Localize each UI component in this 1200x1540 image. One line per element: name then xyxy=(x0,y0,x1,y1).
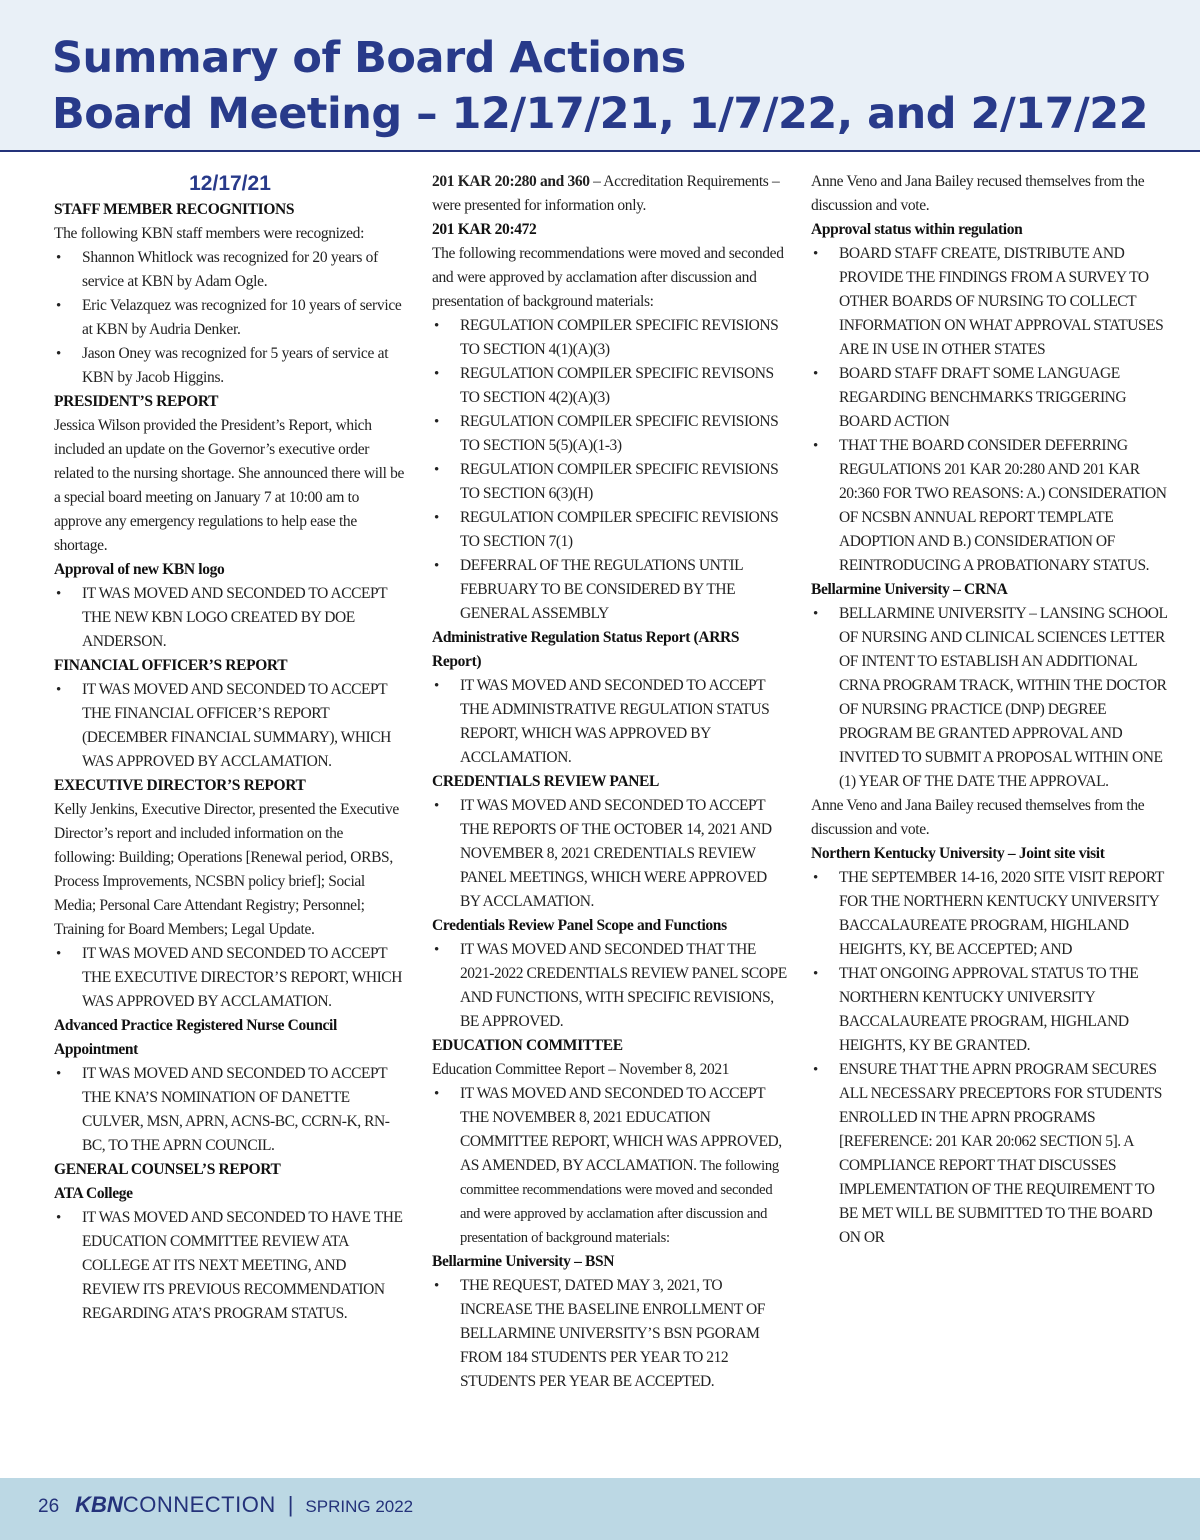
credentials-review-list xyxy=(432,794,788,914)
list-item: • IT WAS MOVED AND SECONDED TO ACCEPT THE FINANCIAL OFFICER’S REPORT (DECEMBER FINANCIAL SUMMARY), WHICH WAS APPROVED BY ACCLAMATION. xyxy=(54,678,406,774)
bellarmine-crna-list xyxy=(811,602,1169,794)
staff-recognitions-heading: STAFF MEMBER RECOGNITIONS xyxy=(54,201,295,218)
column-3 xyxy=(811,170,1169,1250)
list-item xyxy=(432,1082,788,1250)
bellarmine-bsn-heading: Bellarmine University – BSN xyxy=(432,1253,615,1270)
brand-connection: CONNECTION xyxy=(122,1492,276,1517)
list-item: • REGULATION COMPILER SPECIFIC REVISIONS TO SECTION 5(5)(A)(1-3) xyxy=(432,410,788,458)
list-item: • IT WAS MOVED AND SECONDED TO ACCEPT THE KNA’S NOMINATION OF DANETTE CULVER, MSN, APRN, ACNS-BC, CCRN-K, RN-BC, TO THE APRN COUNCIL. xyxy=(54,1062,406,1158)
ata-college-heading: ATA College xyxy=(54,1185,133,1202)
kar-472-intro: The following recommendations were moved and seconded and were approved by acclamation after discussion and presentation of background materials: xyxy=(432,245,784,310)
title-line-1: Summary of Board Actions xyxy=(52,33,686,83)
list-item: • REGULATION COMPILER SPECIFIC REVISIONS TO SECTION 4(1)(A)(3) xyxy=(432,314,788,362)
aprn-council-heading: Advanced Practice Registered Nurse Council Appointment xyxy=(54,1017,337,1058)
education-committee-heading: EDUCATION COMMITTEE xyxy=(432,1037,623,1054)
page-number: 26 xyxy=(38,1496,60,1517)
general-counsel-heading: GENERAL COUNSEL’S REPORT xyxy=(54,1161,281,1178)
list-item: • IT WAS MOVED AND SECONDED TO ACCEPT THE EXECUTIVE DIRECTOR’S REPORT, WHICH WAS APPROVED BY ACCLAMATION. xyxy=(54,942,406,1014)
list-item: • THE SEPTEMBER 14-16, 2020 SITE VISIT REPORT FOR THE NORTHERN KENTUCKY UNIVERSITY BACCALAUREATE PROGRAM, HIGHLAND HEIGHTS, KY, BE ACCEPTED; AND xyxy=(811,866,1169,962)
footer-separator: | xyxy=(287,1492,294,1517)
nku-list xyxy=(811,866,1169,1250)
scope-functions-heading: Credentials Review Panel Scope and Functions xyxy=(432,917,727,934)
kar-280-360-paragraph xyxy=(432,170,788,218)
list-item: • THAT ONGOING APPROVAL STATUS TO THE NORTHERN KENTUCKY UNIVERSITY BACCALAUREATE PROGRAM, HIGHLAND HEIGHTS, KY BE GRANTED. xyxy=(811,962,1169,1058)
ata-list xyxy=(54,1206,406,1326)
education-motion-text: IT WAS MOVED AND SECONDED TO ACCEPT THE NOVEMBER 8, 2021 EDUCATION COMMITTEE REPORT, WHICH WAS APPROVED, AS AMENDED, BY ACCLAMATION. xyxy=(460,1085,782,1174)
recusal-note-2: Anne Veno and Jana Bailey recused themselves from the discussion and vote. xyxy=(811,797,1145,838)
list-item: • IT WAS MOVED AND SECONDED TO ACCEPT THE ADMINISTRATIVE REGULATION STATUS REPORT, WHICH WAS APPROVED BY ACCLAMATION. xyxy=(432,674,788,770)
bellarmine-crna-heading: Bellarmine University – CRNA xyxy=(811,581,1008,598)
list-item: • REGULATION COMPILER SPECIFIC REVISIONS TO SECTION 7(1) xyxy=(432,506,788,554)
list-item: • Shannon Whitlock was recognized for 20 years of service at KBN by Adam Ogle. xyxy=(54,246,406,294)
list-item: • Jason Oney was recognized for 5 years of service at KBN by Jacob Higgins. xyxy=(54,342,406,390)
list-item: • BOARD STAFF CREATE, DISTRIBUTE AND PROVIDE THE FINDINGS FROM A SURVEY TO OTHER BOARDS OF NURSING TO COLLECT INFORMATION ON WHAT APPROVAL STATUSES ARE IN USE IN OTHER STATES xyxy=(811,242,1169,362)
recusal-note: Anne Veno and Jana Bailey recused themselves from the discussion and vote. xyxy=(811,173,1145,214)
page-footer xyxy=(0,1478,1200,1540)
president-report-heading: PRESIDENT’S REPORT xyxy=(54,393,219,410)
list-item: • BOARD STAFF DRAFT SOME LANGUAGE REGARDING BENCHMARKS TRIGGERING BOARD ACTION xyxy=(811,362,1169,434)
brand-kbn: KBN xyxy=(75,1492,123,1517)
kar-280-360-label: 201 KAR 20:280 and 360 xyxy=(432,173,590,190)
bellarmine-bsn-list xyxy=(432,1274,788,1394)
logo-heading: Approval of new KBN logo xyxy=(54,561,225,578)
page-title xyxy=(52,30,1148,142)
meeting-date-heading: 12/17/21 xyxy=(189,172,271,195)
approval-status-list xyxy=(811,242,1169,578)
staff-list xyxy=(54,246,406,390)
executive-report-text: Kelly Jenkins, Executive Director, presented the Executive Director’s report and included information on the following: Building; Operations [Renewal period, ORBS, Process Improvements, NCSBN policy brief]; Social Media; Personal Care Attendant Registry; Personnel; Training for Board Members; Legal Update. xyxy=(54,801,399,938)
nku-heading: Northern Kentucky University – Joint site visit xyxy=(811,845,1105,862)
kar-280-360-text: – Accreditation Requirements – were presented for information only. xyxy=(432,173,780,214)
president-report-text: Jessica Wilson provided the President’s Report, which included an update on the Governor’s executive order related to the nursing shortage. She announced there will be a special board meeting on January 7 at 10:00 am to approve any emergency regulations to help ease the shortage. xyxy=(54,417,405,554)
kar-472-list xyxy=(432,314,788,626)
kar-472-heading: 201 KAR 20:472 xyxy=(432,221,537,238)
list-item: • IT WAS MOVED AND SECONDED TO ACCEPT THE REPORTS OF THE OCTOBER 14, 2021 AND NOVEMBER 8, 2021 CREDENTIALS REVIEW PANEL MEETINGS, WHICH WERE APPROVED BY ACCLAMATION. xyxy=(432,794,788,914)
footer-content xyxy=(38,1492,413,1518)
column-1 xyxy=(54,170,406,1326)
list-item: • THAT THE BOARD CONSIDER DEFERRING REGULATIONS 201 KAR 20:280 AND 201 KAR 20:360 FOR TWO REASONS: A.) CONSIDERATION OF NCSBN ANNUAL REPORT TEMPLATE ADOPTION AND B.) CONSIDERATION OF REINTRODUCING A PROBATIONARY STATUS. xyxy=(811,434,1169,578)
issue-season: SPRING 2022 xyxy=(305,1497,414,1516)
executive-list xyxy=(54,942,406,1014)
financial-report-heading: FINANCIAL OFFICER’S REPORT xyxy=(54,657,288,674)
list-item: • BELLARMINE UNIVERSITY – LANSING SCHOOL OF NURSING AND CLINICAL SCIENCES LETTER OF INTENT TO ESTABLISH AN ADDITIONAL CRNA PROGRAM TRACK, WITHIN THE DOCTOR OF NURSING PRACTICE (DNP) DEGREE PROGRAM BE GRANTED APPROVAL AND INVITED TO SUBMIT A PROPOSAL WITHIN ONE (1) YEAR OF THE DATE THE APPROVAL. xyxy=(811,602,1169,794)
title-line-2: Board Meeting – 12/17/21, 1/7/22, and 2/17/22 xyxy=(52,89,1149,139)
education-committee-list xyxy=(432,1082,788,1250)
list-item: • IT WAS MOVED AND SECONDED TO ACCEPT THE NEW KBN LOGO CREATED BY DOE ANDERSON. xyxy=(54,582,406,654)
staff-intro: The following KBN staff members were recognized: xyxy=(54,225,365,242)
list-item: • THE REQUEST, DATED MAY 3, 2021, TO INCREASE THE BASELINE ENROLLMENT OF BELLARMINE UNIVERSITY’S BSN PGORAM FROM 184 STUDENTS PER YEAR TO 212 STUDENTS PER YEAR BE ACCEPTED. xyxy=(432,1274,788,1394)
list-item: • Eric Velazquez was recognized for 10 years of service at KBN by Audria Denker. xyxy=(54,294,406,342)
education-recommendations-text: The following committee recommendations were moved and seconded and were approved by acclamation after discussion and presentation of background materials: xyxy=(460,1158,779,1246)
aprn-list xyxy=(54,1062,406,1158)
financial-list xyxy=(54,678,406,774)
list-item: • IT WAS MOVED AND SECONDED THAT THE 2021-2022 CREDENTIALS REVIEW PANEL SCOPE AND FUNCTIONS, WITH SPECIFIC REVISIONS, BE APPROVED. xyxy=(432,938,788,1034)
arrs-list xyxy=(432,674,788,770)
executive-report-heading: EXECUTIVE DIRECTOR’S REPORT xyxy=(54,777,306,794)
credentials-review-heading: CREDENTIALS REVIEW PANEL xyxy=(432,773,660,790)
scope-functions-list xyxy=(432,938,788,1034)
logo-list xyxy=(54,582,406,654)
arrs-heading: Administrative Regulation Status Report (ARRS Report) xyxy=(432,629,740,670)
list-item: • IT WAS MOVED AND SECONDED TO HAVE THE EDUCATION COMMITTEE REVIEW ATA COLLEGE AT ITS NEXT MEETING, AND REVIEW ITS PREVIOUS RECOMMENDATION REGARDING ATA’S PROGRAM STATUS. xyxy=(54,1206,406,1326)
education-committee-report: Education Committee Report – November 8, 2021 xyxy=(432,1061,730,1078)
approval-status-heading: Approval status within regulation xyxy=(811,221,1023,238)
page-header xyxy=(0,0,1200,152)
list-item: • ENSURE THAT THE APRN PROGRAM SECURES ALL NECESSARY PRECEPTORS FOR STUDENTS ENROLLED IN THE APRN PROGRAMS [REFERENCE: 201 KAR 20:062 SECTION 5]. A COMPLIANCE REPORT THAT DISCUSSES IMPLEMENTATION OF THE REQUIREMENT TO BE MET WILL BE SUBMITTED TO THE BOARD ON OR xyxy=(811,1058,1169,1250)
column-2 xyxy=(432,170,788,1394)
list-item: • REGULATION COMPILER SPECIFIC REVISIONS TO SECTION 6(3)(H) xyxy=(432,458,788,506)
list-item: • REGULATION COMPILER SPECIFIC REVISONS TO SECTION 4(2)(A)(3) xyxy=(432,362,788,410)
list-item: • DEFERRAL OF THE REGULATIONS UNTIL FEBRUARY TO BE CONSIDERED BY THE GENERAL ASSEMBLY xyxy=(432,554,788,626)
